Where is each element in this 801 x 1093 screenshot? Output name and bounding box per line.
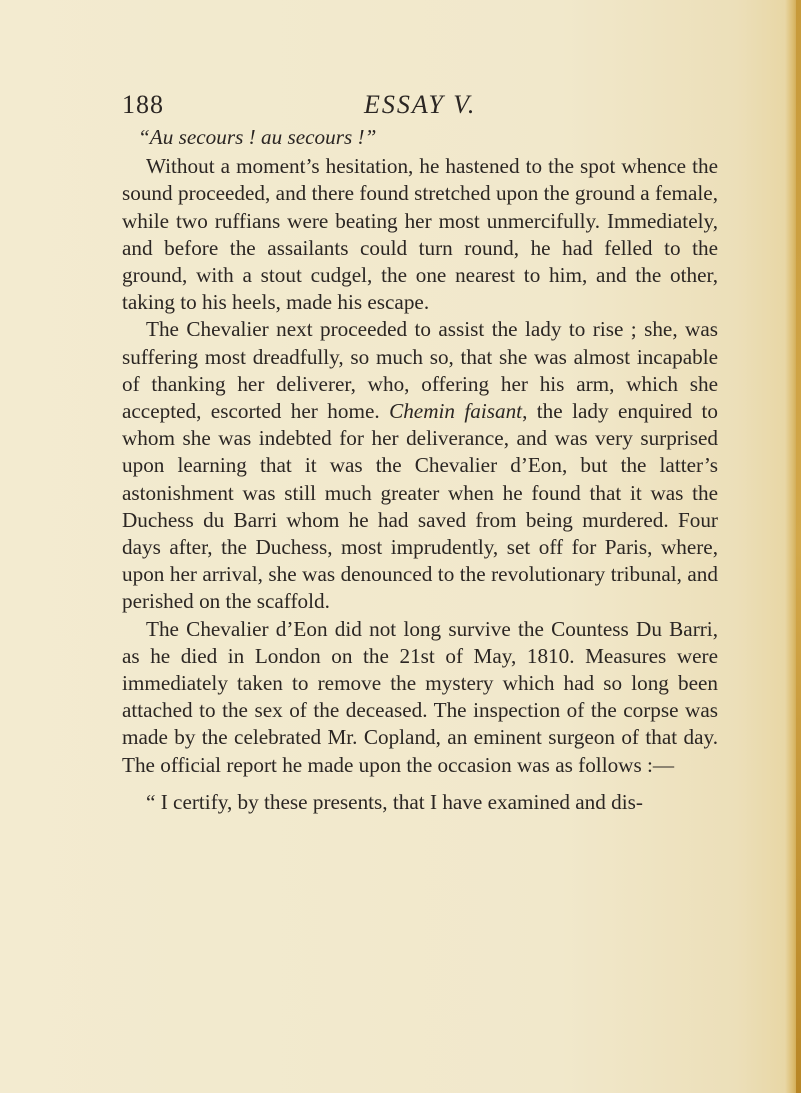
paragraph-1: Without a moment’s hesitation, he hastened to the spot whence the sound proceeded, and there found stretched upon the ground a female, while two ruffians were beating her most unmercifully. Immediately, and before the assailants could turn round, he had felled to the ground, with a stout cudgel, the one nearest to him, and the other, taking to his heels, made his escape. <box>122 154 718 315</box>
paragraph-3: The Chevalier d’Eon did not long survive the Countess Du Barri, as he died in London on the 21st of May, 1810. Measures were immediately taken to remove the mystery which had so long been attached to the sex of the deceased. The inspection of the corpse was made by the celebrated Mr. Copland, an eminent surgeon of that day. The official report he made upon the occasion was as follows :— <box>122 616 718 777</box>
running-head: ESSAY V. <box>364 90 477 119</box>
paragraph-2-start: The Chevalier next proceeded to assist the lady to rise ; she, was suffering most dreadfully, so much so, that she was almost incapable of thanking her deliverer, who, offering her his arm, which she accepted, escorted her home. <box>122 317 718 424</box>
paragraph-2-end: , the lady enquired to whom she was indebted for her deliverance, and was very surprised upon learning that it was the Chevalier d’Eon, but the latter’s astonishment was still much greater when he found that it was the Duchess du Barri whom he had saved from being murdered. Four days after, the Duchess, most imprudently, set off for Paris, where, upon her arrival, she was denounced to the revolutionary tribunal, and perished on the scaffold. <box>122 399 718 614</box>
exclamation-line: “Au secours ! au secours !” <box>138 125 377 149</box>
page-edge <box>796 0 801 1093</box>
page-number: 188 <box>122 90 164 119</box>
paragraph-2 <box>122 316 718 615</box>
quotation-start: “ I certify, by these presents, that I have examined and dis- <box>146 789 643 814</box>
italic-phrase: Chemin faisant <box>389 399 523 424</box>
body-text <box>122 124 718 816</box>
